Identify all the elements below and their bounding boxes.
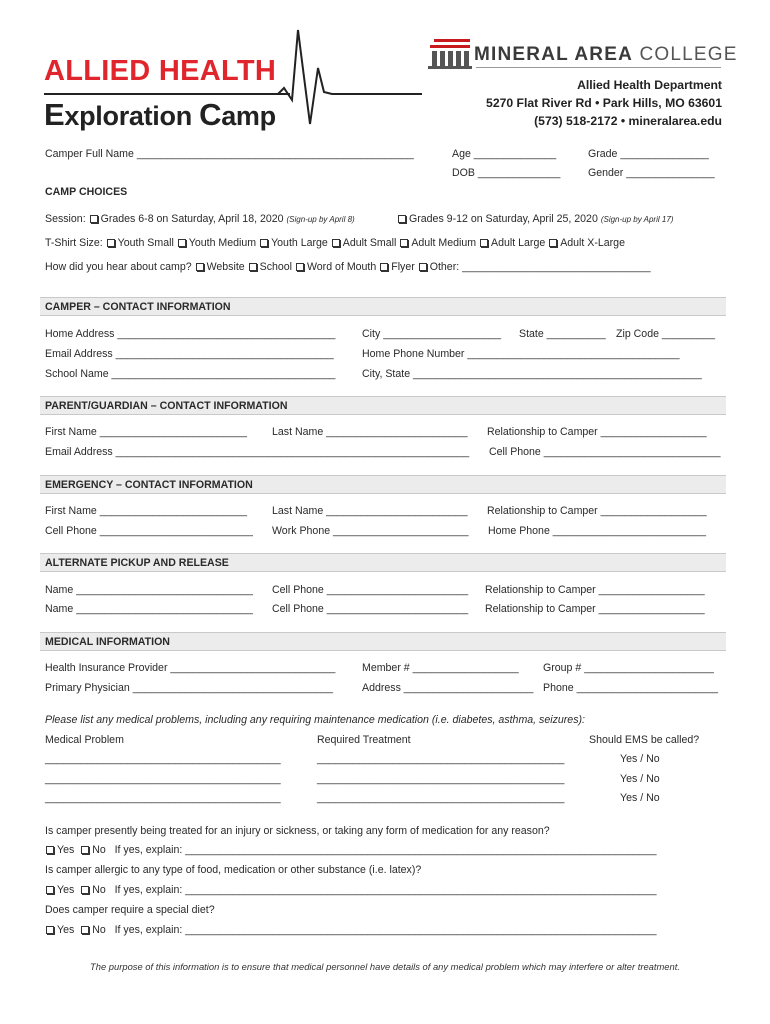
no-label: No [92,844,106,856]
dob-field[interactable]: DOB ______________ [452,167,561,179]
pickup-name-field[interactable]: Name ______________________________ [45,584,253,596]
q3-yes-checkbox[interactable] [46,926,54,934]
section-heading-medical: MEDICAL INFORMATION [40,632,726,651]
state-field[interactable]: State __________ [519,328,606,340]
city-field[interactable]: City ____________________ [362,328,502,340]
treatment-field[interactable]: __________________________________________ [317,792,565,804]
hear-option-label: Flyer [391,261,415,273]
footer-note: The purpose of this information is to ensure that medical personnel have details of any medical problem which may interfere or alter treatment. [90,961,680,972]
department-contact: (573) 518-2172 • mineralarea.edu [534,114,722,128]
ems-yes-no[interactable]: Yes / No [620,792,660,804]
question-diet: Does camper require a special diet? [45,904,215,916]
physician-phone-field[interactable]: Phone ________________________ [543,682,718,694]
camp-title-allied-health: ALLIED HEALTH [44,55,277,87]
session1-note: (Sign-up by April 8) [286,215,355,224]
hear-flyer-checkbox[interactable] [380,263,388,271]
hear-option-label: School [259,261,293,273]
q2-no-checkbox[interactable] [81,886,89,894]
zip-code-field[interactable]: Zip Code _________ [616,328,715,340]
q2-explain-field[interactable]: If yes, explain: ________________________________________________________________________________ [114,884,657,896]
physician-address-field[interactable]: Address ______________________ [362,682,534,694]
section-heading-camp-choices: CAMP CHOICES [45,186,128,198]
medical-instructions: Please list any medical problems, including any requiring maintenance medication (i.e. diabetes, asthma, seizures): [45,714,585,726]
yes-label: Yes [57,884,75,896]
college-name: MINERAL AREA COLLEGE [474,44,738,65]
no-label: No [92,924,106,936]
home-phone-field[interactable]: Home Phone Number ____________________________________ [362,348,680,360]
department-info [486,76,722,130]
session-label: Session: [45,213,86,225]
heartbeat-icon [262,28,422,128]
answer-row-allergy [45,884,657,896]
tshirt-youth-large-checkbox[interactable] [260,239,268,247]
emergency-home-phone-field[interactable]: Home Phone __________________________ [488,525,706,537]
yes-label: Yes [57,924,75,936]
q1-yes-checkbox[interactable] [46,846,54,854]
tshirt-adult-medium-checkbox[interactable] [400,239,408,247]
tshirt-youth-medium-checkbox[interactable] [178,239,186,247]
q1-explain-field[interactable]: If yes, explain: ________________________________________________________________________________ [114,844,657,856]
session2-row [397,213,673,225]
question-allergy: Is camper allergic to any type of food, medication or other substance (i.e. latex)? [45,864,422,876]
ems-yes-no[interactable]: Yes / No [620,773,660,785]
emergency-cell-phone-field[interactable]: Cell Phone __________________________ [45,525,253,537]
medical-problem-field[interactable]: ________________________________________ [45,753,281,765]
q2-yes-checkbox[interactable] [46,886,54,894]
session2-note: (Sign-up by April 17) [600,215,674,224]
question-treatment: Is camper presently being treated for an injury or sickness, or taking any form of medication for any reason? [45,825,550,837]
department-name: Allied Health Department [577,78,722,92]
primary-physician-field[interactable]: Primary Physician __________________________________ [45,682,334,694]
ems-yes-no[interactable]: Yes / No [620,753,660,765]
session2-label: Grades 9-12 on Saturday, April 25, 2020 [409,213,598,225]
tshirt-youth-small-checkbox[interactable] [107,239,115,247]
tshirt-adult-xlarge-checkbox[interactable] [549,239,557,247]
home-address-field[interactable]: Home Address _____________________________________ [45,328,336,340]
column-required-treatment: Required Treatment [317,734,411,746]
answer-row-diet [45,924,657,936]
school-city-state-field[interactable]: City, State _________________________________________________ [362,368,702,380]
logo-divider [476,67,721,68]
emergency-work-phone-field[interactable]: Work Phone _______________________ [272,525,469,537]
tshirt-option-label: Adult Small [342,237,397,249]
medical-problem-field[interactable]: ________________________________________ [45,792,281,804]
session1-label: Grades 6-8 on Saturday, April 18, 2020 [100,213,284,225]
age-field[interactable]: Age ______________ [452,148,557,160]
pickup-relationship-field[interactable]: Relationship to Camper __________________ [485,584,705,596]
hear-option-label: Word of Mouth [306,261,377,273]
camp-title-exploration-camp: Exploration Camp [44,97,276,132]
treatment-field[interactable]: __________________________________________ [317,773,565,785]
parent-cell-phone-field[interactable]: Cell Phone ______________________________ [489,446,721,458]
tshirt-label: T-Shirt Size: [45,237,103,249]
medical-problem-field[interactable]: ________________________________________ [45,773,281,785]
session-row [45,213,355,225]
group-number-field[interactable]: Group # ______________________ [543,662,714,674]
tshirt-option-label: Adult Large [491,237,546,249]
member-number-field[interactable]: Member # __________________ [362,662,519,674]
hear-school-checkbox[interactable] [249,263,257,271]
section-heading-parent-contact: PARENT/GUARDIAN – CONTACT INFORMATION [40,396,726,415]
tshirt-option-label: Youth Medium [188,237,257,249]
parent-first-name-field[interactable]: First Name _________________________ [45,426,248,438]
tshirt-option-label: Adult Medium [411,237,477,249]
no-label: No [92,884,106,896]
emergency-relationship-field[interactable]: Relationship to Camper __________________ [487,505,707,517]
q3-explain-field[interactable]: If yes, explain: ________________________________________________________________________________ [114,924,657,936]
college-logo-icon [428,33,472,69]
session1-checkbox[interactable] [90,215,98,223]
column-medical-problem: Medical Problem [45,734,124,746]
emergency-first-name-field[interactable]: First Name _________________________ [45,505,248,517]
hear-option-label: Website [206,261,245,273]
school-name-field[interactable]: School Name ______________________________________ [45,368,336,380]
q3-no-checkbox[interactable] [81,926,89,934]
section-heading-alternate-pickup: ALTERNATE PICKUP AND RELEASE [40,553,726,572]
parent-relationship-field[interactable]: Relationship to Camper __________________ [487,426,707,438]
grade-field[interactable]: Grade _______________ [588,148,709,160]
section-heading-emergency-contact: EMERGENCY – CONTACT INFORMATION [40,475,726,494]
hear-other-field[interactable]: Other: ________________________________ [429,261,651,273]
section-heading-camper-contact: CAMPER – CONTACT INFORMATION [40,297,726,316]
pickup-cell-phone-field[interactable]: Cell Phone ________________________ [272,603,469,615]
gender-field[interactable]: Gender _______________ [588,167,715,179]
insurance-provider-field[interactable]: Health Insurance Provider ____________________________ [45,662,336,674]
title-divider [44,93,290,95]
tshirt-adult-small-checkbox[interactable] [332,239,340,247]
camper-full-name-field[interactable]: Camper Full Name _______________________________________________ [45,148,414,160]
pickup-name-field[interactable]: Name ______________________________ [45,603,253,615]
tshirt-row [45,237,625,249]
q1-no-checkbox[interactable] [81,846,89,854]
parent-last-name-field[interactable]: Last Name ________________________ [272,426,468,438]
tshirt-adult-large-checkbox[interactable] [480,239,488,247]
department-address: 5270 Flat River Rd • Park Hills, MO 63601 [486,96,722,110]
emergency-last-name-field[interactable]: Last Name ________________________ [272,505,468,517]
yes-label: Yes [57,844,75,856]
session2-checkbox[interactable] [398,215,406,223]
hear-word-of-mouth-checkbox[interactable] [296,263,304,271]
camper-email-field[interactable]: Email Address _____________________________________ [45,348,334,360]
parent-email-field[interactable]: Email Address ____________________________________________________________ [45,446,470,458]
pickup-relationship-field[interactable]: Relationship to Camper __________________ [485,603,705,615]
hear-about-label: How did you hear about camp? [45,261,192,273]
tshirt-option-label: Adult X-Large [560,237,625,249]
hear-about-row [45,261,651,273]
hear-website-checkbox[interactable] [196,263,204,271]
treatment-field[interactable]: __________________________________________ [317,753,565,765]
answer-row-treatment [45,844,657,856]
pickup-cell-phone-field[interactable]: Cell Phone ________________________ [272,584,469,596]
tshirt-option-label: Youth Large [271,237,328,249]
column-ems: Should EMS be called? [589,734,700,746]
tshirt-option-label: Youth Small [117,237,174,249]
hear-other-checkbox[interactable] [419,263,427,271]
